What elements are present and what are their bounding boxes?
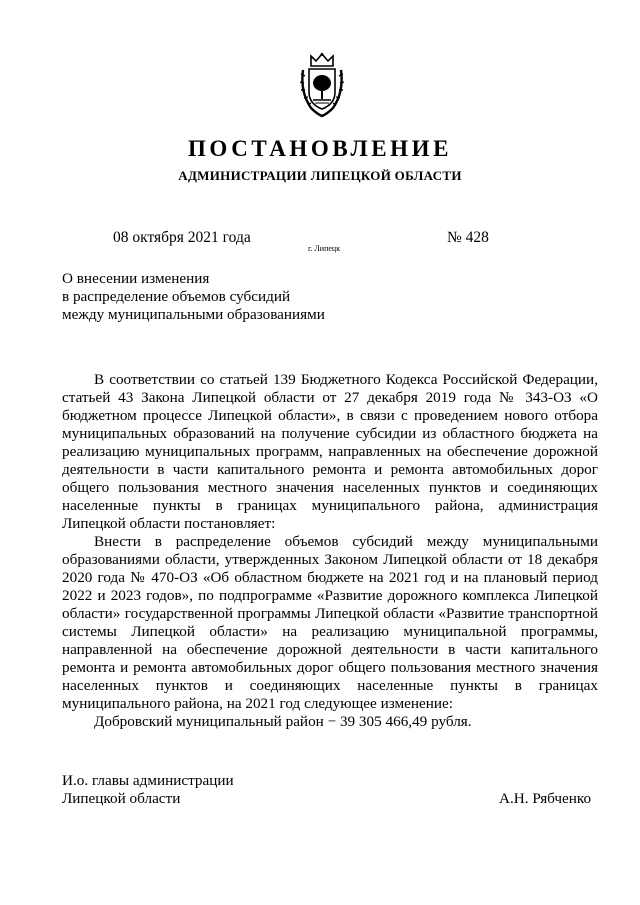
signatory-name: А.Н. Рябченко — [499, 790, 592, 807]
subject-line: в распределение объемов субсидий — [62, 288, 291, 305]
document-subject — [62, 270, 325, 324]
position-line: Липецкой области — [62, 790, 181, 807]
document-type-title: ПОСТАНОВЛЕНИЕ — [187, 136, 453, 161]
body-paragraph: В соответствии со статьей 139 Бюджетного Кодекса Российской Федерации, статьей 43 Закона Липецкой области от 27 декабря 2019 года № 343-ОЗ «О бюджетном процессе Липецкой области», в связи с проведением нового отбора муниципальных образований на получение субсидии из областного бюджета на реализацию муниципальных программ, направленных на обеспечение дорожной деятельности в части капитального ремонта и ремонта автомобильных дорог общего пользования местного значения населенных пунктов и соединяющих населенные пункты в границах муниципального района, администрация Липецкой области постановляет: — [62, 371, 598, 532]
subject-line: О внесении изменения — [62, 270, 210, 287]
issuing-authority: АДМИНИСТРАЦИИ ЛИПЕЦКОЙ ОБЛАСТИ — [178, 168, 462, 183]
document-date: 08 октября 2021 года — [113, 229, 251, 246]
subject-line: между муниципальными образованиями — [62, 306, 325, 323]
coat-of-arms-icon — [297, 52, 347, 118]
document-city: г. Липецк — [308, 244, 341, 253]
document-body — [62, 371, 598, 731]
position-line: И.о. главы администрации — [62, 772, 234, 789]
body-paragraph: Внести в распределение объемов субсидий между муниципальными образованиями области, утвержденных Законом Липецкой области от 18 декабря 2020 года № 470-ОЗ «Об областном бюджете на 2021 год и на плановый период 2022 и 2023 годов», по подпрограмме «Развитие дорожного комплекса Липецкой области» государственной программы Липецкой области «Развитие транспортной системы Липецкой области» на реализацию муниципальной программы, направленной на обеспечение дорожной деятельности в части капитального ремонта и ремонта автомобильных дорог общего пользования местного значения населенных пунктов и соединяющих населенные пункты в границах муниципального района, на 2021 год следующее изменение: — [62, 533, 598, 712]
document-number: № 428 — [447, 229, 489, 246]
signatory-position — [62, 772, 234, 808]
body-paragraph: Добровский муниципальный район − 39 305 466,49 рубля. — [94, 713, 472, 730]
